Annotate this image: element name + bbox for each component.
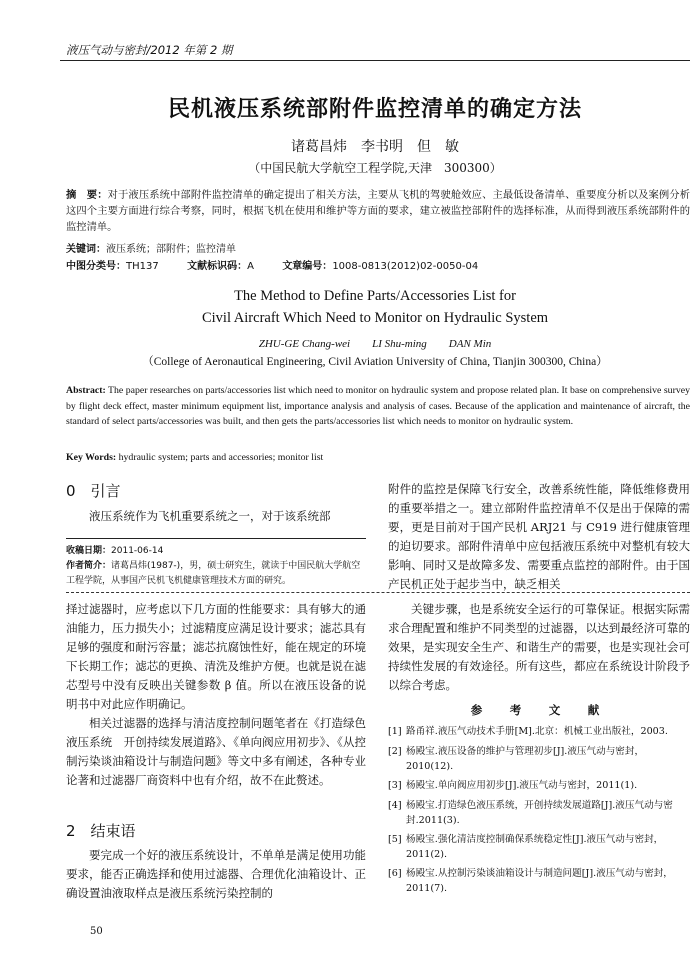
reference-number: [5]: [388, 834, 402, 845]
filter-paragraph: 相关过滤器的选择与清洁度控制问题笔者在《打造绿色液压系统 开创持续发展道路》、《单向阀应用初步》、《从控制污染谈油箱设计与制造问题》等文中多有阐述，各种专业论著和过滤器厂商资料中也有介绍，故不在此赘述。: [66, 716, 366, 787]
abstract-en: [66, 383, 690, 430]
english-title-line: Civil Aircraft Which Need to Monitor on Hydraulic System: [201, 310, 549, 326]
english-authors: ZHU-GE Chang-wei LI Shu-ming DAN Min: [258, 338, 492, 350]
abstract-cn-label: 摘 要：: [66, 189, 108, 201]
keywords-cn-text: 液压系统；部附件；监控清单: [106, 244, 236, 255]
english-title: [60, 285, 690, 329]
references-heading: 参 考 文 献: [470, 703, 608, 717]
section-0-heading: 0 引言: [66, 482, 121, 500]
reference-item: [388, 724, 690, 739]
clc-value: TH137: [126, 261, 159, 272]
footnote-rule: [66, 538, 366, 539]
reference-item: [388, 832, 690, 862]
reference-text: 杨殿宝.液压设备的维护与管理初步[J].液压气动与密封，2010(12).: [406, 746, 645, 772]
reference-text: 杨殿宝.打造绿色液压系统，开创持续发展道路[J].液压气动与密封.2011(3).: [406, 800, 673, 826]
reference-item: [388, 798, 690, 828]
received-date: [66, 544, 366, 559]
abstract-cn-text: 对于液压系统中部附件监控清单的确定提出了相关方法，主要从飞机的驾驶舱效应、主最低设备清单、重要度分析以及案例分析这四个主要方面进行综合考察，同时，根据飞机在使用和维护等方面的要求，建立被监控部附件的选择标准，从而得到液压系统部附件的监控清单。: [66, 189, 690, 233]
english-affiliation: （College of Aeronautical Engineering, Civil Aviation University of China, Tianjin 300300, China）: [142, 356, 608, 368]
left-column-lower: [66, 600, 366, 790]
section-0-paragraph: 液压系统作为飞机重要系统之一，对于该系统部: [89, 509, 331, 523]
section-2-heading: 2 结束语: [66, 822, 136, 840]
authors: 诸葛昌炜 李书明 但 敏: [291, 139, 459, 155]
keywords-en-label: Key Words:: [66, 452, 117, 463]
affiliation: （中国民航大学航空工程学院,天津 300300）: [248, 161, 502, 175]
section-2-paragraph: 要完成一个好的液压系统设计，不单单是满足使用功能要求，能否正确选择和使用过滤器、合理优化油箱设计、正确设置油液取样点是液压系统污染控制的: [66, 848, 366, 900]
doc-label: 文献标识码：: [187, 261, 248, 272]
keywords-cn-label: 关键词：: [66, 244, 106, 255]
abstract-en-label: Abstract:: [66, 385, 106, 396]
doc-value: A: [247, 261, 254, 272]
author-bio: [66, 559, 366, 589]
right-column-top-text: 附件的监控是保障飞行安全，改善系统性能，降低维修费用的重要举措之一。建立部附件监控清单不仅是出于保障的需要，更是目前对于国产民机 ARJ21 与 C919 进行健康管理的迫切要求。部附件清单中应包括液压系统中对整机有较大影响、同时又是故障多发、需要重点监控的部附件。由于国产民机正处于起步当中，缺乏相关: [388, 482, 690, 591]
keywords-en: [66, 450, 690, 466]
cut-divider: [66, 592, 690, 593]
journal-header: 液压气动与密封/2012 年第 2 期: [66, 43, 233, 57]
right-column-lower-text: 关键步骤，也是系统安全运行的可靠保证。根据实际需求合理配置和维护不同类型的过滤器，以达到最经济可靠的效果，是实现安全生产、和谐生产的需要，也是实现社会可持续性发展的有效途径。所有这些，都应在系统设计阶段予以综合考虑。: [388, 602, 690, 692]
reference-number: [6]: [388, 868, 402, 879]
clc-label: 中图分类号：: [66, 261, 126, 272]
page-number: 50: [90, 926, 103, 937]
classification-line: [66, 257, 478, 272]
bio-text: 诸葛昌炜(1987-)，男，硕士研究生，就读于中国民航大学航空工程学院，从事国产民机飞机健康管理技术方面的研究。: [66, 561, 361, 586]
received-value: 2011-06-14: [111, 546, 164, 556]
article-label: 文章编号：: [282, 261, 333, 272]
reference-item: [388, 866, 690, 896]
article-value: 1008-0813(2012)02-0050-04: [332, 261, 479, 272]
bio-label: 作者简介：: [66, 561, 112, 571]
reference-number: [1]: [388, 726, 402, 737]
reference-item: [388, 778, 690, 793]
reference-number: [4]: [388, 800, 402, 811]
reference-text: 路甬祥.液压气动技术手册[M].北京：机械工业出版社，2003.: [406, 726, 668, 737]
reference-number: [2]: [388, 746, 402, 757]
reference-number: [3]: [388, 780, 402, 791]
abstract-cn: [66, 187, 690, 235]
filter-paragraph: 择过滤器时，应考虑以下几方面的性能要求：具有够大的通油能力，压力损失小；过滤精度应满足设计要求；滤芯具有足够的强度和耐污容量；滤芯抗腐蚀性好，能在规定的环境下长期工作；滤芯的更换、清洗及维护方便。也就是说在滤芯型号中没有反映出关键参数 β 值。所以在液压设备的说明书中对此应作明确记。: [66, 602, 366, 711]
paper-title: 民机液压系统部附件监控清单的确定方法: [167, 97, 582, 122]
reference-item: [388, 744, 690, 774]
header-rule: [60, 60, 690, 61]
received-label: 收稿日期：: [66, 546, 112, 556]
reference-text: 杨殿宝.从控制污染谈油箱设计与制造问题[J].液压气动与密封，2011(7).: [406, 868, 673, 894]
keywords-en-text: hydraulic system; parts and accessories; monitor list: [116, 452, 324, 463]
reference-text: 杨殿宝.单向阀应用初步[J].液压气动与密封，2011(1).: [406, 780, 638, 791]
keywords-cn: [66, 240, 236, 255]
footnote: [66, 544, 366, 589]
reference-text: 杨殿宝.强化清洁度控制确保系统稳定性[J].液压气动与密封，2011(2).: [406, 834, 664, 860]
abstract-en-text: The paper researches on parts/accessories list which need to monitor on hydraulic system and propose related plan. It base on comprehensive survey by flight deck effect, master minimum equipment list, importance analysis and analysis of cases. Because of the application and maintenance of aircraft, the standard of select parts/accessories was built, and then gets the parts/accessories list which needs to monitor on hydraulic system.: [66, 385, 690, 427]
english-title-line: The Method to Define Parts/Accessories List for: [234, 288, 516, 304]
